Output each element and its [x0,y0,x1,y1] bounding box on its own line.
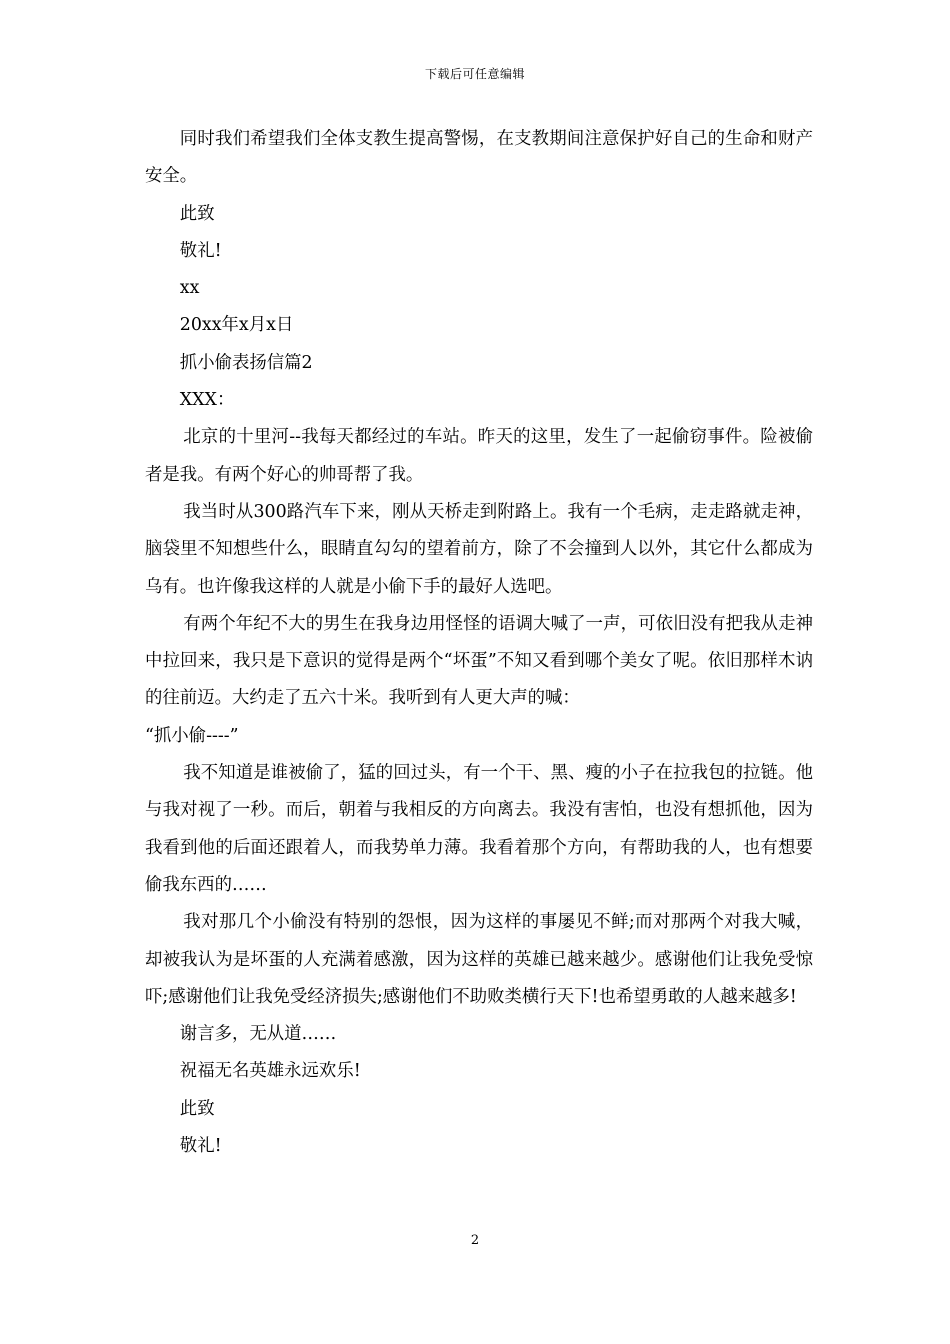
paragraph-turn-around: 我不知道是谁被偷了，猛的回过头，有一个干、黑、瘦的小子在拉我包的拉链。他与我对视了一秒。而后，朝着与我相反的方向离去。我没有害怕，也没有想抓他，因为我看到他的后面还跟着人，而我势单力薄。我看着那个方向，有帮助我的人，也有想要偷我东西的…… [145,763,813,895]
paragraph-blessing: 祝福无名英雄永远欢乐! [179,1061,361,1082]
recipient-greeting: XXX： [179,390,235,411]
signature-date: 20xx年x月x日 [179,315,294,336]
paragraph-thanks: 谢言多，无从道…… [179,1024,337,1045]
letter-body [145,121,813,1165]
paragraph-bus: 我当时从300路汽车下来，刚从天桥走到附路上。我有一个毛病，走走路就走神，脑袋里不知想些什么，眼睛直勾勾的望着前方，除了不会撞到人以外，其它什么都成为乌有。也许像我这样的人就是小偷下手的最好人选吧。 [145,501,813,597]
closing-regards: 敬礼! [179,240,222,261]
page-header: 下载后可任意编辑 [424,67,525,81]
page-number: 2 [470,1233,480,1248]
closing-salutation-2: 此致 [179,1098,215,1119]
paragraph-location: 北京的十里河--我每天都经过的车站。昨天的这里，发生了一起偷窃事件。险被偷者是我。有两个好心的帅哥帮了我。 [145,427,813,485]
closing-regards-2: 敬礼! [179,1136,222,1157]
signature-name: xx [179,278,200,299]
closing-salutation: 此致 [179,203,215,224]
quote-catch-thief: “抓小偷----” [145,725,239,746]
section-title: 抓小偷表扬信篇2 [179,352,313,373]
paragraph-shout: 有两个年纪不大的男生在我身边用怪怪的语调大喊了一声，可依旧没有把我从走神中拉回来，我只是下意识的觉得是两个“坏蛋”不知又看到哪个美女了呢。依旧那样木讷的往前迈。大约走了五六十米。我听到有人更大声的喊： [145,613,813,709]
paragraph-gratitude: 我对那几个小偷没有特别的怨恨，因为这样的事屡见不鲜;而对那两个对我大喊，却被我认为是坏蛋的人充满着感激，因为这样的英雄已越来越少。感谢他们让我免受惊吓;感谢他们让我免受经济损失;感谢他们不助败类横行天下!也希望勇敢的人越来越多! [145,912,813,1007]
paragraph-safety-reminder: 同时我们希望我们全体支教生提高警惕，在支教期间注意保护好自己的生命和财产安全。 [145,129,813,187]
